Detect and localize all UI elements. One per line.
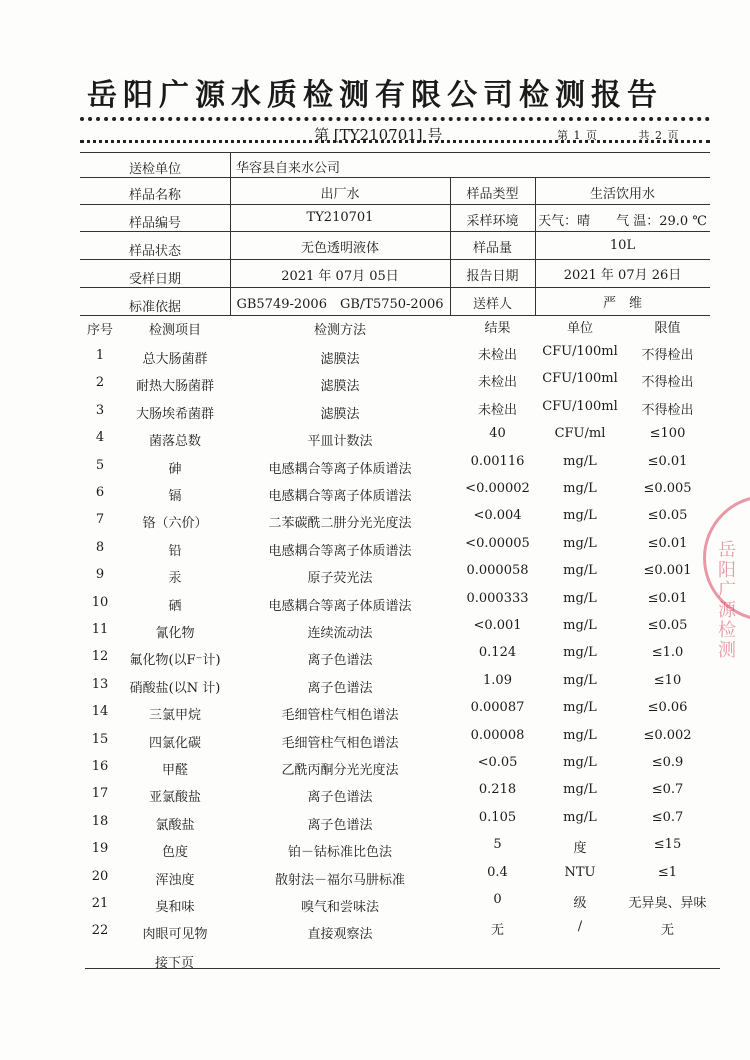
continued-note: 接下页 <box>155 956 195 971</box>
test-method: 电感耦合等离子体质谱法 <box>268 598 412 614</box>
test-method: 离子色谱法 <box>307 817 373 833</box>
test-result: 0.00008 <box>470 727 525 743</box>
test-item: 肉眼可见物 <box>142 927 208 943</box>
test-method: 毛细管柱气相色谱法 <box>281 708 399 724</box>
test-unit: mg/L <box>563 645 597 661</box>
test-result: 5 <box>493 837 502 853</box>
test-item: 四氯化碳 <box>148 735 201 751</box>
test-unit: mg/L <box>563 618 597 633</box>
test-limit: ≤0.002 <box>643 727 692 743</box>
test-limit: 不得检出 <box>641 402 694 418</box>
row-number: 14 <box>91 704 109 720</box>
row-number: 2 <box>95 375 105 391</box>
test-unit: mg/L <box>563 481 597 496</box>
test-method: 滤膜法 <box>320 379 360 395</box>
state-value: 无色透明液体 <box>300 241 379 256</box>
test-method: 滤膜法 <box>320 406 360 422</box>
row-number: 17 <box>91 786 109 802</box>
test-result: 未检出 <box>477 402 517 418</box>
test-item: 色度 <box>161 845 188 861</box>
test-result: 0.218 <box>478 782 517 798</box>
test-limit: ≤0.7 <box>651 782 684 798</box>
test-limit: ≤0.01 <box>647 590 688 606</box>
row-number: 7 <box>95 512 105 528</box>
test-limit: 无 <box>660 923 674 939</box>
test-result: 0.00116 <box>470 453 525 469</box>
col-header: 序号 <box>86 323 113 338</box>
test-method: 电感耦合等离子体质谱法 <box>268 543 412 559</box>
test-unit: NTU <box>564 864 596 880</box>
test-result: 0.124 <box>478 645 517 661</box>
row-number: 6 <box>95 485 105 500</box>
std-value: GB5749-2006 GB/T5750-2006 <box>236 297 444 312</box>
test-result: <0.00005 <box>465 535 530 551</box>
report-date-label: 报告日期 <box>466 269 519 284</box>
id-label: 样品编号 <box>128 216 181 231</box>
test-item: 浑浊度 <box>155 872 195 888</box>
test-item: 氟化物(以F⁻计) <box>129 653 221 669</box>
test-limit: ≤0.005 <box>643 481 692 496</box>
test-limit: ≤100 <box>649 426 686 442</box>
row-number: 9 <box>95 567 105 583</box>
type-value: 生活饮用水 <box>589 187 655 202</box>
test-result: 0.4 <box>487 864 508 880</box>
report-date-value: 2021 年 07月 26日 <box>563 268 682 283</box>
client-value: 华容县自来水公司 <box>236 161 341 176</box>
test-limit: ≤0.01 <box>647 535 688 551</box>
test-item: 铅 <box>168 543 182 559</box>
test-item: 汞 <box>168 571 182 587</box>
test-item: 亚氯酸盐 <box>148 790 201 806</box>
test-unit: CFU/100ml <box>542 398 618 414</box>
test-result: <0.00002 <box>465 481 530 496</box>
report-title: 岳阳广源水质检测有限公司检测报告 <box>87 78 663 113</box>
qty-label: 样品量 <box>472 241 512 256</box>
test-method: 滤膜法 <box>320 352 360 367</box>
test-unit: mg/L <box>563 809 597 825</box>
col-header: 结果 <box>484 321 511 336</box>
test-method: 毛细管柱气相色谱法 <box>281 735 399 751</box>
test-unit: mg/L <box>563 508 597 524</box>
test-limit: ≤10 <box>653 672 682 688</box>
test-unit: mg/L <box>563 700 597 716</box>
test-item: 臭和味 <box>155 900 195 915</box>
test-item: 大肠埃希菌群 <box>135 406 214 422</box>
test-item: 三氯甲烷 <box>148 708 201 724</box>
test-method: 乙酰丙酮分光光度法 <box>281 763 399 778</box>
test-item: 硝酸盐(以N 计) <box>129 680 221 696</box>
test-item: 总大肠菌群 <box>142 352 208 367</box>
test-unit: mg/L <box>563 727 597 743</box>
sender-label: 送样人 <box>472 297 512 312</box>
test-unit: mg/L <box>563 782 597 798</box>
row-number: 20 <box>91 868 109 884</box>
test-method: 离子色谱法 <box>307 790 373 806</box>
row-number: 19 <box>91 841 109 857</box>
row-number: 4 <box>95 430 105 446</box>
row-number: 21 <box>91 896 109 911</box>
page-info <box>557 127 679 143</box>
test-limit: ≤1 <box>657 864 678 880</box>
test-method: 直接观察法 <box>307 927 373 943</box>
row-number: 11 <box>91 622 109 637</box>
page-current: 第 1 页 <box>557 129 598 142</box>
test-limit: ≤15 <box>653 837 682 853</box>
test-item: 镉 <box>168 489 182 504</box>
official-seal-text: 岳阳广源检测 <box>715 540 736 660</box>
type-label: 样品类型 <box>466 187 519 202</box>
row-number: 8 <box>95 539 105 555</box>
row-number: 12 <box>91 649 109 665</box>
test-limit: 不得检出 <box>641 375 694 391</box>
name-value: 出厂水 <box>320 187 360 202</box>
report-number: 第 [TY210701] 号 <box>314 126 443 144</box>
test-unit: CFU/100ml <box>542 371 618 387</box>
test-unit: mg/L <box>563 535 597 551</box>
test-item: 耐热大肠菌群 <box>135 379 214 395</box>
test-result: 0.000058 <box>466 563 529 579</box>
col-header: 限值 <box>654 321 681 336</box>
test-result: 无 <box>490 923 504 939</box>
row-number: 1 <box>95 348 105 363</box>
test-limit: ≤0.05 <box>647 508 688 524</box>
test-result: <0.001 <box>473 618 522 633</box>
test-item: 氰化物 <box>155 626 195 641</box>
env-label: 采样环境 <box>466 214 519 229</box>
test-limit: ≤0.01 <box>647 453 688 469</box>
test-limit: ≤1.0 <box>651 645 684 661</box>
test-item: 菌落总数 <box>148 434 201 450</box>
name-label: 样品名称 <box>128 188 181 203</box>
test-result: 未检出 <box>477 348 517 363</box>
test-limit: ≤0.05 <box>647 618 688 633</box>
test-limit: ≤0.7 <box>651 809 684 825</box>
state-label: 样品状态 <box>128 244 181 259</box>
std-label: 标准依据 <box>128 300 181 315</box>
test-result: 1.09 <box>483 672 512 688</box>
row-number: 10 <box>91 594 109 610</box>
row-number: 13 <box>91 676 109 692</box>
test-item: 硒 <box>168 598 182 614</box>
test-item: 铬（六价） <box>142 516 208 532</box>
test-method: 散射法－福尔马肼标准 <box>274 872 405 888</box>
test-unit: 级 <box>573 896 587 911</box>
test-result: 未检出 <box>477 375 517 391</box>
title-divider <box>80 117 710 121</box>
test-method: 二苯碳酰二肼分光光度法 <box>268 516 412 532</box>
env-value: 天气：晴 气 温：29.0 ℃ <box>538 214 707 229</box>
row-number: 5 <box>95 457 105 473</box>
test-unit: CFU/100ml <box>542 344 618 359</box>
id-value: TY210701 <box>306 210 374 225</box>
test-limit: 无异臭、异味 <box>628 896 707 911</box>
test-limit: 不得检出 <box>641 348 694 363</box>
row-number: 16 <box>91 759 109 774</box>
col-header: 检测方法 <box>313 323 366 338</box>
test-method: 电感耦合等离子体质谱法 <box>268 461 412 477</box>
test-limit: ≤0.06 <box>647 700 688 716</box>
test-method: 离子色谱法 <box>307 653 373 669</box>
row-number: 15 <box>91 731 109 747</box>
row-number: 22 <box>91 923 109 939</box>
page-total: 共 2 页 <box>638 129 680 142</box>
test-result: 0.105 <box>478 809 517 825</box>
test-result: 0.000333 <box>466 590 529 606</box>
test-unit: mg/L <box>563 755 597 770</box>
client-label: 送检单位 <box>128 162 181 177</box>
test-unit: mg/L <box>563 590 597 606</box>
test-item: 氯酸盐 <box>155 817 195 833</box>
recv-value: 2021 年 07月 05日 <box>281 269 399 284</box>
test-result: <0.05 <box>477 755 518 770</box>
col-header: 检测项目 <box>148 323 201 338</box>
test-result: 0 <box>493 892 502 907</box>
test-item: 甲醛 <box>161 763 188 778</box>
qty-value: 10L <box>609 238 636 253</box>
row-number: 3 <box>95 402 105 418</box>
test-unit: mg/L <box>563 453 597 469</box>
test-unit: mg/L <box>563 563 597 579</box>
test-limit: ≤0.9 <box>651 755 684 770</box>
test-unit: mg/L <box>563 672 597 688</box>
test-result: 0.00087 <box>470 700 525 716</box>
test-method: 电感耦合等离子体质谱法 <box>268 489 412 504</box>
test-result: 40 <box>489 426 506 442</box>
test-item: 砷 <box>168 461 182 477</box>
recv-label: 受样日期 <box>128 272 181 287</box>
test-result: <0.004 <box>473 508 522 524</box>
test-limit: ≤0.001 <box>643 563 692 579</box>
test-method: 离子色谱法 <box>307 680 373 696</box>
test-unit: CFU/ml <box>554 426 606 442</box>
test-method: 连续流动法 <box>307 626 373 641</box>
sender-value: 严 维 <box>602 296 642 311</box>
test-method: 铂－钴标准比色法 <box>287 845 392 861</box>
col-header: 单位 <box>566 321 593 336</box>
test-unit: 度 <box>573 841 587 857</box>
test-method: 平皿计数法 <box>307 434 373 450</box>
test-method: 嗅气和尝味法 <box>300 900 379 915</box>
test-method: 原子荧光法 <box>307 571 373 587</box>
row-number: 18 <box>91 813 109 829</box>
test-unit: / <box>577 919 583 935</box>
